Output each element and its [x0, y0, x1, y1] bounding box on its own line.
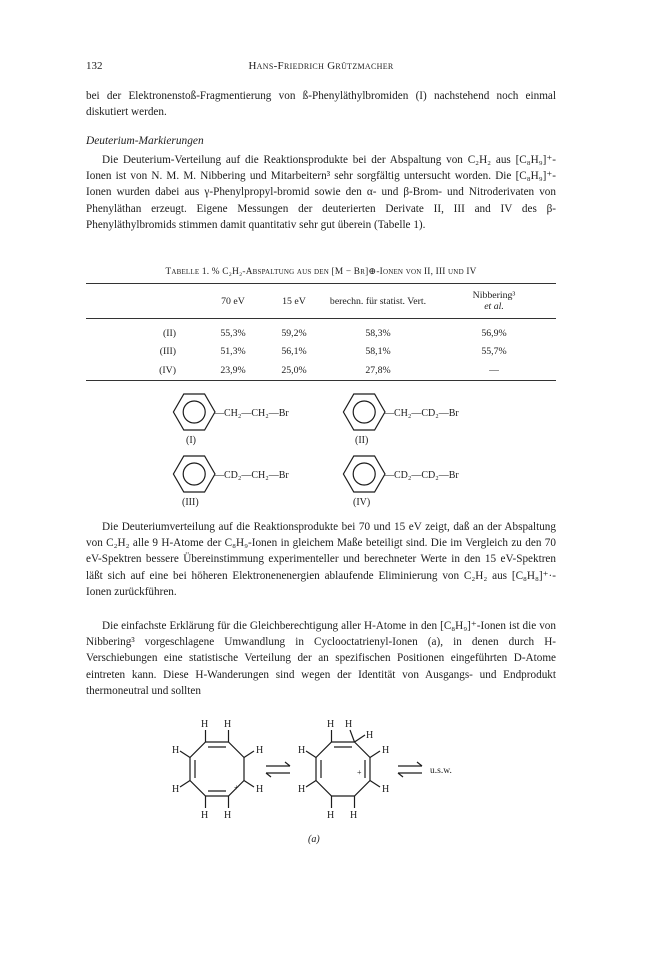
benzene-ring [343, 394, 385, 430]
structure-label: (I) [186, 435, 196, 446]
section-title: Deuterium-Markierungen [86, 135, 204, 147]
structure-label: (II) [355, 435, 369, 446]
structure-chain: —CD₂—CH₂—Br [214, 470, 289, 481]
atom-h: H [382, 784, 390, 795]
header-70ev: 70 eV [202, 284, 264, 319]
header-nibbering-name: Nibbering³ [472, 290, 516, 301]
atom-h: H [345, 719, 353, 730]
page-header [86, 60, 556, 76]
cell-calc: 27,8% [324, 360, 432, 381]
header-15ev: 15 eV [264, 284, 324, 319]
intro-paragraph: bei der Elektronenstoß-Fragmentierung von ß-Phenyläthylbromiden (I) nachstehend noch einmal diskutiert werden. [86, 90, 556, 119]
cyclooctatrienyl-ring [190, 742, 244, 796]
structure-chain: —CH₂—CH₂—Br [214, 408, 289, 419]
table-header-row [86, 284, 556, 319]
paragraph-1-block [86, 152, 556, 233]
cell-calc: 58,3% [365, 327, 391, 339]
cell-15ev: 56,1% [281, 345, 307, 357]
header-label [86, 284, 202, 319]
atom-h: H [224, 810, 232, 821]
atom-h: H [201, 810, 209, 821]
table-row [86, 342, 556, 360]
atom-h: H [256, 784, 264, 795]
cell-15ev: 25,0% [264, 360, 324, 381]
page-number: 132 [86, 60, 103, 72]
cell-nibbering: — [432, 360, 556, 381]
cell-70ev: 51,3% [220, 345, 246, 357]
benzene-ring [343, 456, 385, 492]
atom-h: H [172, 745, 180, 756]
atom-h: H [327, 719, 335, 730]
atom-h: H [327, 810, 335, 821]
row-label: (IV) [86, 360, 202, 381]
paragraph-1: Die Deuterium-Verteilung auf die Reaktionsprodukte bei der Abspaltung von C₂H₂ aus [C₈H₉]⁺-Ionen ist von N. M. M. Nibbering und Mitarbeitern³ sehr sorgfältig untersucht worden. Die [C₈H₉]⁺-Ionen wurden dabei aus γ-Phenylpropyl-bromid sowie den α- und β-Brom- und Nitroderivaten von Phenyläthan erzeugt. Eigene Messungen der deuterierten Derivate II, III and IV des β-Phenyläthylbromids stimmen damit quantitativ sehr gut überein (Tabelle 1). [86, 154, 556, 231]
benzene-ring [173, 394, 215, 430]
row-label: (II) [162, 327, 176, 339]
cell-15ev: 59,2% [281, 327, 307, 339]
table-caption: Tabelle 1. % C₂H₂-Abspaltung aus den [M − Br]⊕-Ionen von II, III und IV [165, 267, 477, 277]
paragraph-3-block [86, 618, 556, 699]
paragraph-2: Die Deuteriumverteilung auf die Reaktionsprodukte bei 70 und 15 eV zeigt, daß an der Abspaltung von C₂H₂ alle 9 H-Atome der C₈H₉-Ionen in gleichem Maße beteiligt sind. Die im Vergleich zu den 70 eV-Spektren bessere Übereinstimmung experimenteller und berechneter Werte in den 15 eV-Spektren läßt sich auf eine bei höheren Elektronenenergien ablaufende Eliminierung von C₂H₂ aus [C₈H₈]⁺·-Ionen zurückführen. [86, 521, 556, 598]
table-row [86, 319, 556, 343]
structure-label: (III) [182, 497, 199, 508]
table-row [86, 360, 556, 381]
running-head: Hans-Friedrich Grützmacher [248, 60, 394, 72]
charge-plus: + [357, 768, 362, 777]
structure-chain: —CD₂—CD₂—Br [384, 470, 459, 481]
structure-chain: —CH₂—CD₂—Br [384, 408, 459, 419]
cell-nibbering: 56,9% [481, 327, 507, 339]
benzene-ring [173, 456, 215, 492]
header-nibbering [432, 284, 556, 319]
atom-h: H [224, 719, 232, 730]
atom-h: H [298, 745, 306, 756]
atom-h: H [298, 784, 306, 795]
paragraph-3: Die einfachste Erklärung für die Gleichberechtigung aller H-Atome in den [C₈H₉]⁺-Ionen ist die von Nibbering³ vorgeschlagene Umwandlung in Cyclooctatrienyl-Ionen (a), in denen durch H-Verschiebungen eine statistische Verteilung der an spezifischen Positionen eingeführten D-Atome eintreten kann. Diese H-Wanderungen sind wegen der Identität von Ausgangs- und Endprodukt thermoneutral und sollten [86, 620, 556, 697]
cyclooctatrienyl-ring [316, 742, 370, 796]
data-table [86, 283, 556, 381]
atom-h: H [350, 810, 358, 821]
row-label: (III) [159, 345, 176, 357]
scheme-label: (a) [308, 834, 320, 845]
paragraph-2-block [86, 519, 556, 600]
charge-plus: + [234, 783, 239, 792]
atom-h: H [201, 719, 209, 730]
atom-h: H [366, 730, 374, 741]
cell-70ev: 55,3% [220, 327, 246, 339]
cell-nibbering: 55,7% [481, 345, 507, 357]
atom-h: H [256, 745, 264, 756]
intro-text [86, 88, 556, 120]
header-calc: berechn. für statist. Vert. [324, 284, 432, 319]
atom-h: H [172, 784, 180, 795]
cell-70ev: 23,9% [202, 360, 264, 381]
cell-calc: 58,1% [365, 345, 391, 357]
usw-text: u.s.w. [430, 766, 452, 776]
header-nibbering-etal: et al. [484, 301, 504, 312]
structure-label: (IV) [353, 497, 371, 508]
atom-h: H [382, 745, 390, 756]
